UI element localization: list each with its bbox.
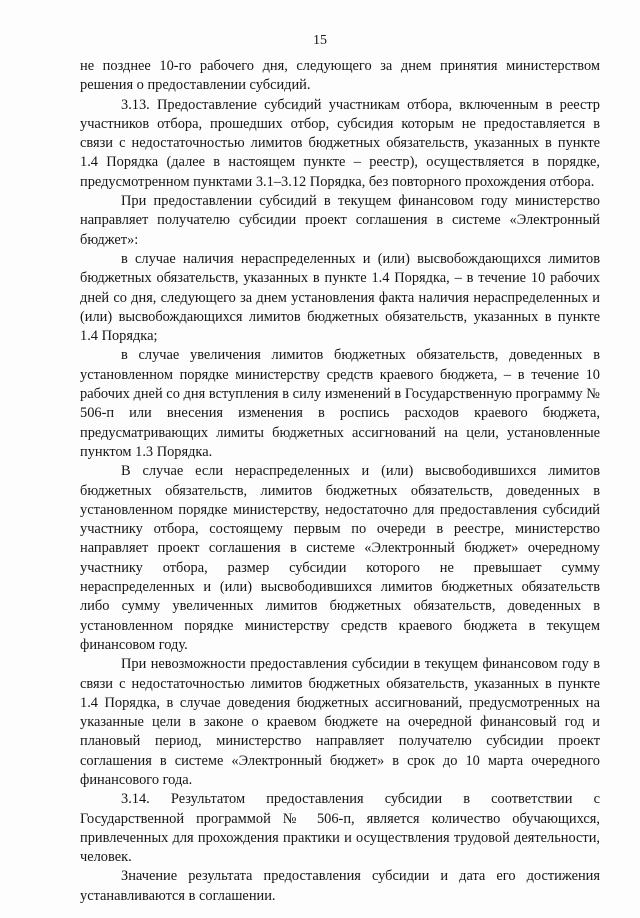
paragraph-current-year-provision: При предоставлении субсидий в текущем финансовом году министерство направляет получателю субсидии проект соглашения в системе «Электронный бюджет»:: [80, 193, 600, 248]
document-body: [80, 57, 600, 906]
page-number: 15: [313, 33, 327, 48]
paragraph-insufficient-limits: В случае если нераспределенных и (или) высвободившихся лимитов бюджетных обязательств, лимитов бюджетных обязательств, доведенных в установленном порядке министерству, недостаточно для предоставления субсидий участнику отбора, состоящему первым по очереди в реестре, министерство направляет проект соглашения в системе «Электронный бюджет» очередному участнику отбора, размер субсидии которого не превышает сумму нераспределенных и (или) высвободившихся лимитов бюджетных обязательств либо сумму увеличенных лимитов бюджетных обязательств, доведенных в установленном порядке министерству средств краевого бюджета в текущем финансовом году.: [80, 463, 600, 653]
paragraph-unallocated-limits-case: в случае наличия нераспределенных и (или) высвобождающихся лимитов бюджетных обязательств, указанных в пункте 1.4 Порядка, – в течение 10 рабочих дней со дня, следующего за днем установления факта наличия нераспределенных и (или) высвобождающихся лимитов бюджетных обязательств, указанных в пункте 1.4 Порядка;: [80, 250, 600, 345]
paragraph-3-13: 3.13. Предоставление субсидий участникам отбора, включенным в реестр участников отбора, прошедших отбор, субсидия которым не предоставляется в связи с недостаточностью лимитов бюджетных обязательств, указанных в пункте 1.4 Порядка (далее в настоящем пункте – реестр), осуществляется в порядке, предусмотренном пунктами 3.1–3.12 Порядка, без повторного прохождения отбора.: [80, 96, 600, 190]
paragraph-3-14: 3.14. Результатом предоставления субсидии в соответствии с Государственной программой № 506-п, является количество обучающихся, привлеченных для прохождения практики и осуществления трудовой деятельности, человек.: [80, 791, 600, 866]
paragraph-result-value: Значение результата предоставления субсидии и дата его достижения устанавливаются в соглашении.: [80, 868, 600, 904]
paragraph-continuation: не позднее 10-го рабочего дня, следующего за днем принятия министерством решения о предоставлении субсидий.: [80, 58, 600, 94]
paragraph-increased-limits-case: в случае увеличения лимитов бюджетных обязательств, доведенных в установленном порядке министерству средств краевого бюджета, – в течение 10 рабочих дней со дня вступления в силу изменений в Государственную программу № 506-п или внесения изменения в роспись расходов краевого бюджета, предусматривающих лимиты бюджетных ассигнований на цели, установленные пунктом 1.3 Порядка.: [80, 347, 600, 460]
paragraph-next-year-provision: При невозможности предоставления субсидии в текущем финансовом году в связи с недостаточностью лимитов бюджетных обязательств, указанных в пункте 1.4 Порядка, в случае доведения бюджетных ассигнований, предусмотренных на указанные цели в законе о краевом бюджете на очередной финансовый год и плановый период, министерство направляет получателю субсидии проект соглашения в системе «Электронный бюджет» в срок до 10 марта очередного финансового года.: [80, 656, 600, 788]
